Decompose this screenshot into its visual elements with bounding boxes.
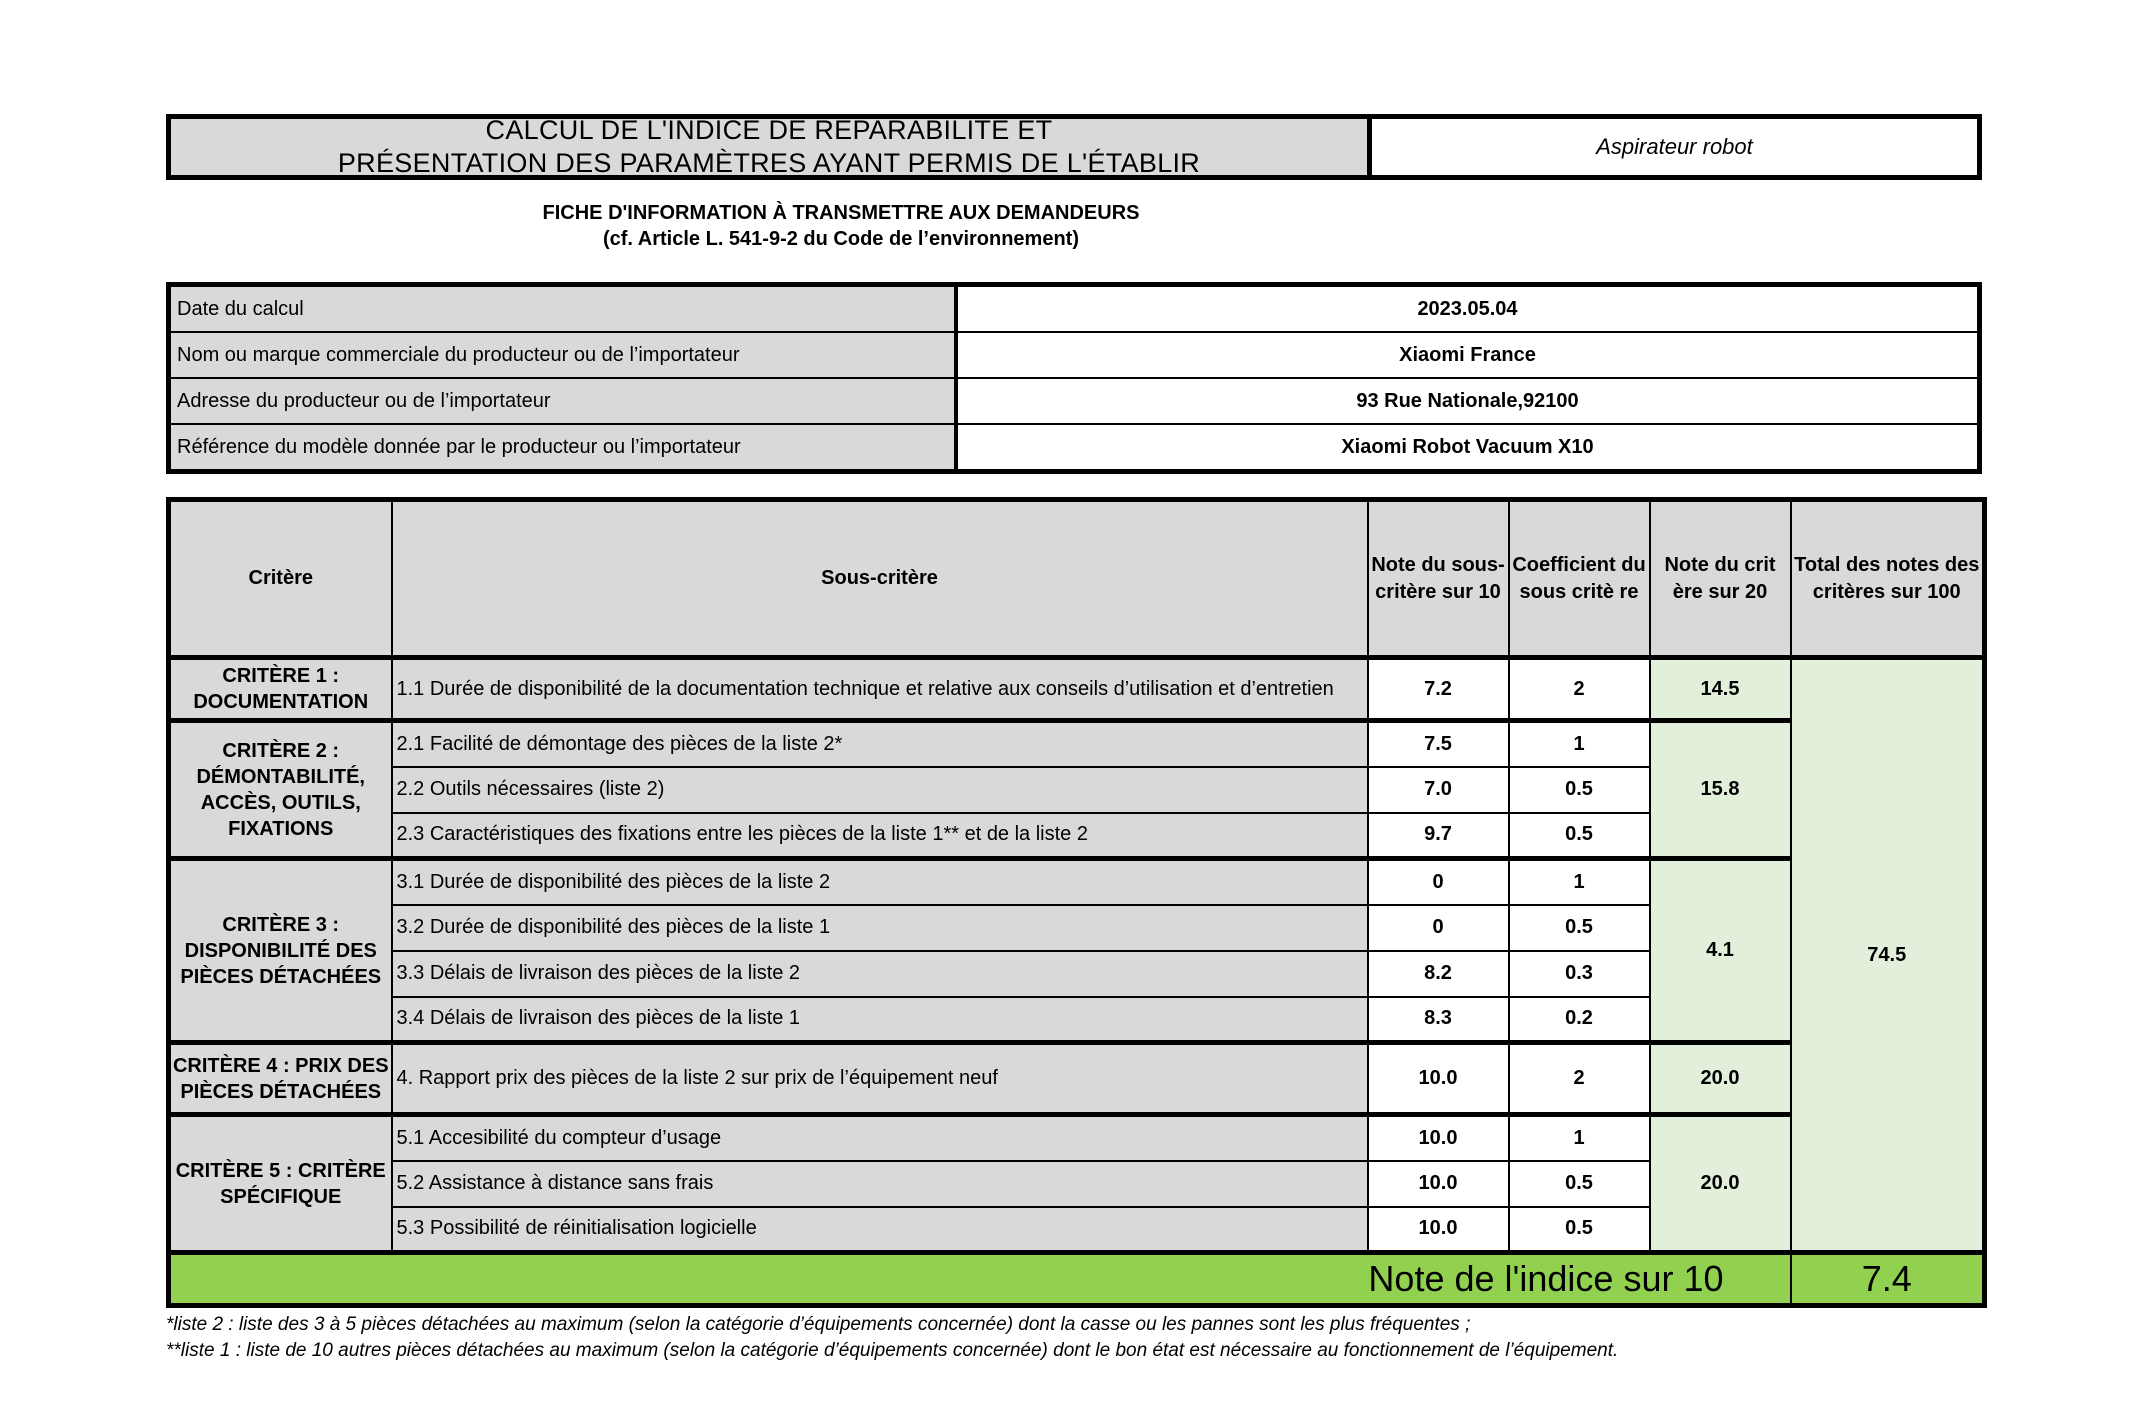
sub-note: 7.2: [1368, 658, 1509, 721]
sub-coefficient: 1: [1509, 1115, 1650, 1161]
sub-note: 10.0: [1368, 1043, 1509, 1115]
info-row: [171, 379, 1977, 425]
table-row: [169, 721, 1985, 767]
title-line-2: PRÉSENTATION DES PARAMÈTRES AYANT PERMIS DE L'ÉTABLIR: [337, 148, 1201, 178]
info-label: Référence du modèle donnée par le producteur ou l’importateur: [171, 425, 958, 469]
criterion-score: 14.5: [1650, 658, 1791, 721]
table-header-row: [169, 500, 1985, 658]
sub-coefficient: 0.5: [1509, 813, 1650, 859]
sub-coefficient: 0.5: [1509, 905, 1650, 951]
info-value: Xiaomi France: [1399, 343, 1536, 366]
table-row: [169, 1115, 1985, 1161]
product-category: Aspirateur robot: [1596, 134, 1753, 159]
criterion-score: 20.0: [1650, 1115, 1791, 1253]
criterion-score: 4.1: [1650, 859, 1791, 1043]
total-score: 74.5: [1791, 658, 1985, 1253]
sub-criterion: 5.2 Assistance à distance sans frais: [392, 1161, 1368, 1207]
info-row: [171, 425, 1977, 469]
header-note-sous-critere: Note du sous-critère sur 10: [1368, 500, 1509, 658]
info-label: Adresse du producteur ou de l’importateur: [171, 379, 958, 423]
criterion-name: CRITÈRE 3 : DISPONIBILITÉ DES PIÈCES DÉTACHÉES: [169, 859, 392, 1043]
sub-coefficient: 0.5: [1509, 767, 1650, 813]
sub-criterion: 3.4 Délais de livraison des pièces de la liste 1: [392, 997, 1368, 1043]
sub-coefficient: 1: [1509, 859, 1650, 905]
sub-note: 7.5: [1368, 721, 1509, 767]
header-note-critere: Note du crit ère sur 20: [1650, 500, 1791, 658]
sub-coefficient: 2: [1509, 658, 1650, 721]
header-box: [166, 114, 1982, 180]
sub-coefficient: 1: [1509, 721, 1650, 767]
title-line-1: CALCUL DE L'INDICE DE RÉPARABILITÉ ET: [485, 115, 1053, 145]
header-critere: Critère: [169, 500, 392, 658]
table-row: [169, 658, 1985, 721]
subtitle-line-1: FICHE D'INFORMATION À TRANSMETTRE AUX DEMANDEURS: [542, 202, 1140, 224]
sub-note: 0: [1368, 905, 1509, 951]
sub-note: 10.0: [1368, 1161, 1509, 1207]
sub-coefficient: 0.5: [1509, 1207, 1650, 1253]
final-score-label: Note de l'indice sur 10: [169, 1253, 1791, 1306]
sub-note: 7.0: [1368, 767, 1509, 813]
info-label: Nom ou marque commerciale du producteur ou de l’importateur: [171, 333, 958, 377]
footnote-liste-2: *liste 2 : liste des 3 à 5 pièces détachées au maximum (selon la catégorie d’équipements concernée) dont la casse ou les pannes sont les plus fréquentes ;: [166, 1314, 1471, 1335]
info-value: 93 Rue Nationale,92100: [1356, 389, 1579, 412]
sub-coefficient: 0.3: [1509, 951, 1650, 997]
sub-note: 9.7: [1368, 813, 1509, 859]
header-coefficient: Coefficient du sous critè re: [1509, 500, 1650, 658]
footnote-liste-1: **liste 1 : liste de 10 autres pièces détachées au maximum (selon la catégorie d’équipements concernée) dont le bon état est nécessaire au fonctionnement de l’équipement.: [166, 1340, 1619, 1361]
info-value: 2023.05.04: [1417, 297, 1518, 320]
criterion-name: CRITÈRE 4 : PRIX DES PIÈCES DÉTACHÉES: [169, 1043, 392, 1115]
sub-criterion: 3.2 Durée de disponibilité des pièces de la liste 1: [392, 905, 1368, 951]
sub-criterion: 5.1 Accesibilité du compteur d’usage: [392, 1115, 1368, 1161]
info-row: [171, 287, 1977, 333]
sub-note: 8.2: [1368, 951, 1509, 997]
sub-criterion: 5.3 Possibilité de réinitialisation logicielle: [392, 1207, 1368, 1253]
header-sous-critere: Sous-critère: [392, 500, 1368, 658]
sub-coefficient: 2: [1509, 1043, 1650, 1115]
sub-note: 8.3: [1368, 997, 1509, 1043]
header-total: Total des notes des critères sur 100: [1791, 500, 1985, 658]
sub-note: 10.0: [1368, 1207, 1509, 1253]
criteria-table: [166, 497, 1987, 1308]
sub-note: 10.0: [1368, 1115, 1509, 1161]
sub-criterion: 4. Rapport prix des pièces de la liste 2 sur prix de l’équipement neuf: [392, 1043, 1368, 1115]
criterion-score: 15.8: [1650, 721, 1791, 859]
criterion-name: CRITÈRE 2 : DÉMONTABILITÉ, ACCÈS, OUTILS, FIXATIONS: [169, 721, 392, 859]
repairability-sheet: [166, 114, 1982, 1364]
info-value: Xiaomi Robot Vacuum X10: [1341, 435, 1594, 458]
subtitle-block: [166, 200, 1982, 252]
sub-criterion: 2.3 Caractéristiques des fixations entre les pièces de la liste 1** et de la liste 2: [392, 813, 1368, 859]
table-row: [169, 859, 1985, 905]
sub-criterion: 2.1 Facilité de démontage des pièces de la liste 2*: [392, 721, 1368, 767]
criterion-name: CRITÈRE 1 : DOCUMENTATION: [169, 658, 392, 721]
sub-criterion: 2.2 Outils nécessaires (liste 2): [392, 767, 1368, 813]
sub-criterion: 1.1 Durée de disponibilité de la documentation technique et relative aux conseils d’utilisation et d’entretien: [392, 658, 1368, 721]
info-row: [171, 333, 1977, 379]
subtitle-line-2: (cf. Article L. 541-9-2 du Code de l’environnement): [602, 228, 1079, 250]
criterion-score: 20.0: [1650, 1043, 1791, 1115]
sub-coefficient: 0.5: [1509, 1161, 1650, 1207]
table-row: [169, 1043, 1985, 1115]
sub-note: 0: [1368, 859, 1509, 905]
sheet-title: [171, 115, 1372, 178]
final-score-value: 7.4: [1791, 1253, 1985, 1306]
footnotes: [166, 1312, 1982, 1364]
sub-criterion: 3.1 Durée de disponibilité des pièces de la liste 2: [392, 859, 1368, 905]
final-score-row: [169, 1253, 1985, 1306]
sub-coefficient: 0.2: [1509, 997, 1650, 1043]
sub-criterion: 3.3 Délais de livraison des pièces de la liste 2: [392, 951, 1368, 997]
info-table: [166, 282, 1982, 474]
info-label: Date du calcul: [171, 287, 958, 331]
criterion-name: CRITÈRE 5 : CRITÈRE SPÉCIFIQUE: [169, 1115, 392, 1253]
